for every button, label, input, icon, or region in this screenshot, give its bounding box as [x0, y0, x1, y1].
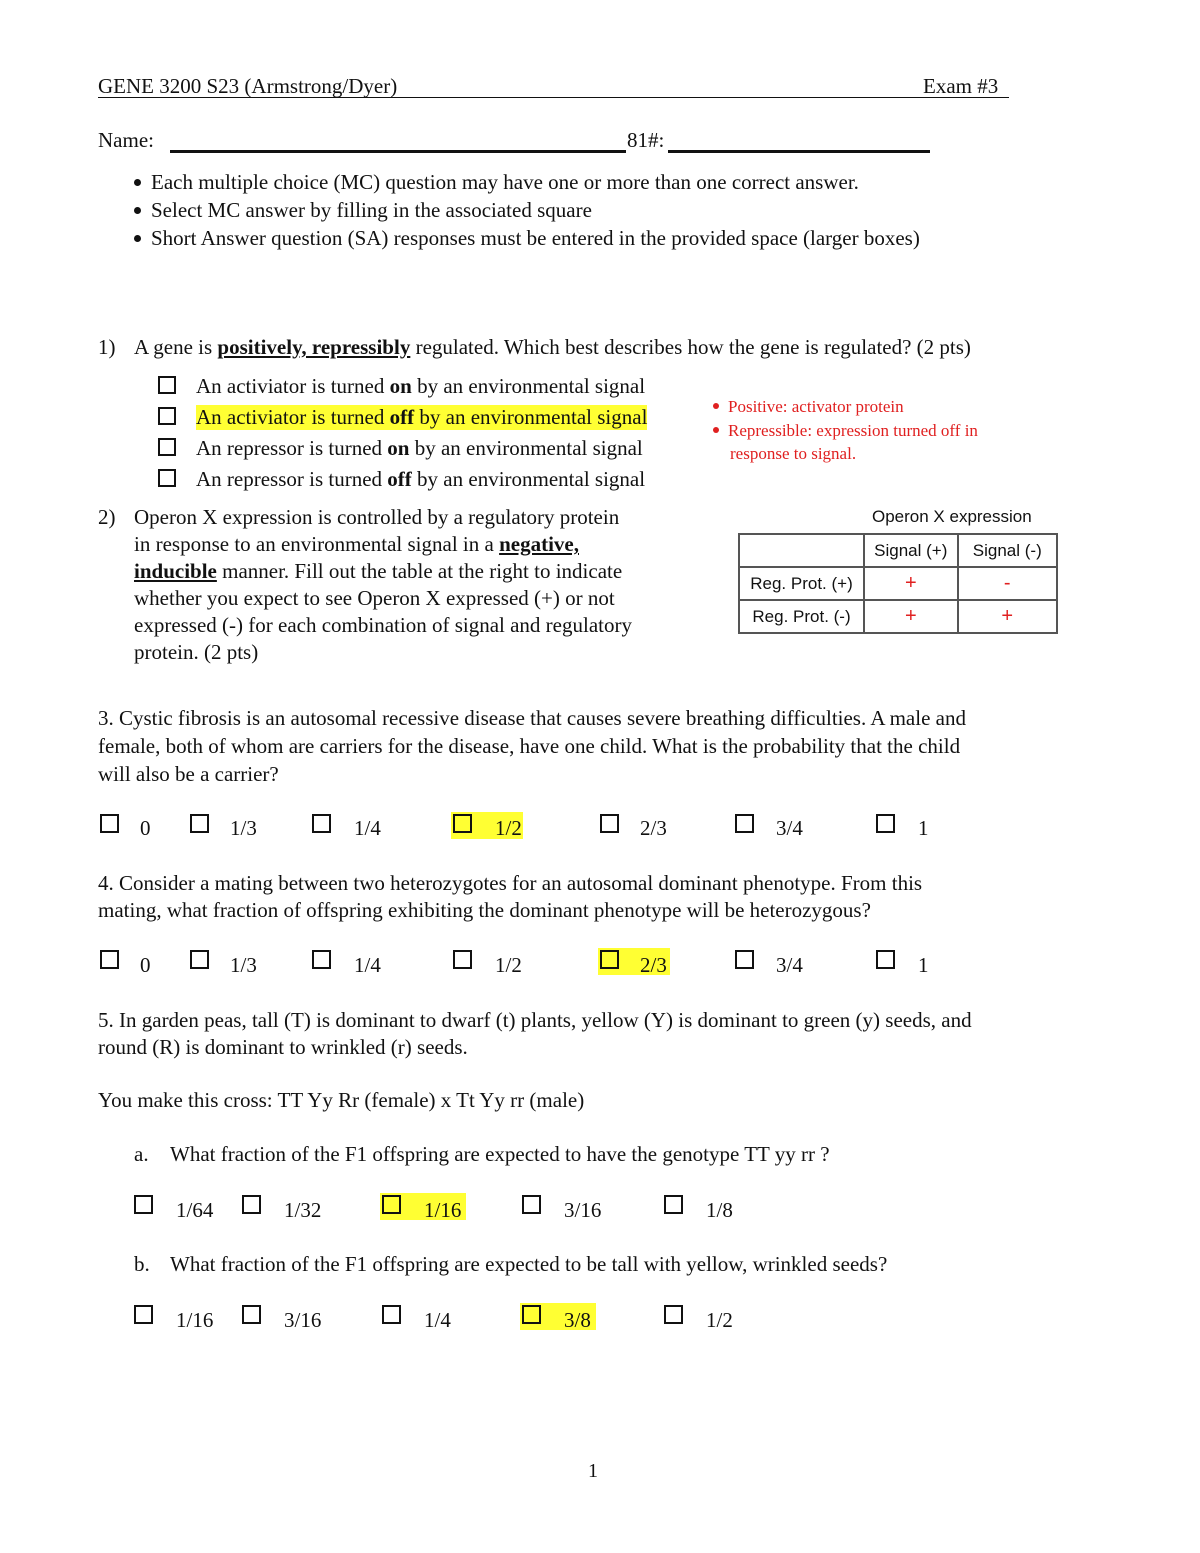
q1-prompt-pre: A gene is	[134, 335, 218, 359]
q5b-option-checkbox[interactable]	[134, 1305, 153, 1324]
q3-option-label: 2/3	[640, 816, 667, 840]
table-row	[739, 600, 1057, 633]
q3-option-label: 3/4	[776, 816, 803, 840]
q4-option-checkbox[interactable]	[876, 950, 895, 969]
option-text: by an environmental signal	[411, 374, 646, 398]
option-text: by an environmental signal	[411, 467, 646, 491]
q2-number: 2)	[98, 505, 116, 529]
q3-option-label: 0	[140, 816, 151, 840]
q1-option-label	[196, 436, 643, 461]
instruction-text: Select MC answer by filling in the associated square	[151, 198, 592, 222]
q5a-option-checkbox[interactable]	[242, 1195, 261, 1214]
q5a-option-label: 1/8	[706, 1198, 733, 1222]
q4-option-label: 1/2	[495, 953, 522, 977]
q4-option-label: 0	[140, 953, 151, 977]
table-cell[interactable]: +	[864, 567, 958, 600]
option-bold: off	[389, 405, 415, 429]
q5a-label: a.	[134, 1142, 149, 1166]
q1-option-label-selected	[196, 405, 647, 430]
table-row-header: Reg. Prot. (-)	[739, 600, 864, 633]
q1-prompt-post: regulated. Which best describes how the gene is regulated? (2 pts)	[410, 335, 971, 359]
q3-line: 3. Cystic fibrosis is an autosomal recessive disease that causes severe breathing difficulties. A male and	[98, 706, 966, 730]
option-bold: on	[387, 436, 410, 460]
q4-option-checkbox[interactable]	[735, 950, 754, 969]
q2-line: protein. (2 pts)	[134, 640, 259, 664]
table-cell[interactable]: -	[958, 567, 1057, 600]
q4-option-label: 1/4	[354, 953, 381, 977]
q1-option-checkbox[interactable]	[158, 469, 176, 487]
q5a-question: What fraction of the F1 offspring are expected to have the genotype TT yy rr ?	[170, 1142, 830, 1166]
q4-option-checkbox[interactable]	[453, 950, 472, 969]
q5a-option-checkbox-selected[interactable]	[382, 1195, 401, 1214]
q5b-option-label: 1/16	[176, 1308, 214, 1332]
q2-text: manner. Fill out the table at the right to indicate	[216, 559, 623, 583]
table-cell[interactable]: +	[958, 600, 1057, 633]
note-text: Positive: activator protein	[728, 397, 904, 416]
table-cell[interactable]: +	[864, 600, 958, 633]
q5-line: round (R) is dominant to wrinkled (r) seeds.	[98, 1035, 468, 1059]
exam-number: Exam #3	[923, 74, 999, 98]
q3-option-checkbox[interactable]	[312, 814, 331, 833]
instruction-item	[134, 226, 920, 251]
q3-option-checkbox[interactable]	[100, 814, 119, 833]
option-text: An repressor is turned	[196, 467, 388, 491]
q1-option-label	[196, 467, 645, 492]
q5a-option-checkbox[interactable]	[134, 1195, 153, 1214]
q2-line	[134, 559, 622, 584]
table-row	[739, 567, 1057, 600]
q5a-option-checkbox[interactable]	[522, 1195, 541, 1214]
note-text: Repressible: expression turned off in	[728, 421, 978, 440]
q4-line: 4. Consider a mating between two heterozygotes for an autosomal dominant phenotype. From this	[98, 871, 923, 895]
option-text: An repressor is turned	[196, 436, 388, 460]
q3-option-label: 1/2	[495, 816, 522, 840]
q4-option-label: 1/3	[230, 953, 257, 977]
q3-option-checkbox[interactable]	[876, 814, 895, 833]
q2-line	[134, 532, 579, 557]
q5a-option-label: 1/64	[176, 1198, 214, 1222]
instruction-item	[134, 170, 859, 195]
q1-prompt-emphasis: positively, repressibly	[217, 335, 411, 359]
option-text: by an environmental signal	[409, 436, 643, 460]
q3-line: female, both of whom are carriers for the disease, have one child. What is the probability that the child	[98, 734, 961, 758]
q3-option-label: 1/3	[230, 816, 257, 840]
instruction-item	[134, 198, 592, 223]
q3-option-label: 1/4	[354, 816, 381, 840]
option-text: An activiator is turned	[196, 374, 390, 398]
option-bold: off	[387, 467, 412, 491]
q5b-option-label: 1/2	[706, 1308, 733, 1332]
q4-option-checkbox[interactable]	[312, 950, 331, 969]
table-col-header: Signal (-)	[958, 534, 1057, 567]
q1-option-checkbox[interactable]	[158, 438, 176, 456]
q5b-option-label: 3/16	[284, 1308, 322, 1332]
bullet-icon	[713, 403, 719, 409]
operon-table-title: Operon X expression	[872, 507, 1032, 526]
q1-note	[713, 421, 978, 441]
name-label: Name:	[98, 128, 154, 152]
q1-option-label	[196, 374, 645, 399]
q3-option-checkbox-selected[interactable]	[453, 814, 472, 833]
q1-prompt	[134, 335, 971, 360]
table-corner-cell	[739, 534, 864, 567]
header-underline	[98, 97, 1009, 98]
option-text: by an environmental signal	[414, 405, 648, 429]
course-title: GENE 3200 S23 (Armstrong/Dyer)	[98, 74, 398, 98]
q4-option-checkbox[interactable]	[190, 950, 209, 969]
name-field[interactable]	[170, 150, 626, 153]
q5a-option-label: 1/16	[424, 1198, 462, 1222]
option-text: An activiator is turned	[196, 405, 390, 429]
q2-line: whether you expect to see Operon X expressed (+) or not	[134, 586, 615, 610]
q2-line: expressed (-) for each combination of signal and regulatory	[134, 613, 632, 637]
table-col-header: Signal (+)	[864, 534, 958, 567]
q2-line: Operon X expression is controlled by a regulatory protein	[134, 505, 620, 529]
q5b-option-label: 3/8	[564, 1308, 591, 1332]
q1-number: 1)	[98, 335, 116, 359]
q4-option-checkbox[interactable]	[100, 950, 119, 969]
q5b-option-checkbox[interactable]	[242, 1305, 261, 1324]
q3-option-checkbox[interactable]	[735, 814, 754, 833]
q3-line: will also be a carrier?	[98, 762, 279, 786]
id-field[interactable]	[668, 150, 930, 153]
q5b-label: b.	[134, 1252, 150, 1276]
option-bold: on	[389, 374, 412, 398]
bullet-icon	[713, 427, 719, 433]
bullet-icon	[134, 179, 141, 186]
bullet-icon	[134, 235, 141, 242]
q5b-question: What fraction of the F1 offspring are expected to be tall with yellow, wrinkled seeds?	[170, 1252, 888, 1276]
q5a-option-checkbox[interactable]	[664, 1195, 683, 1214]
q5a-option-label: 3/16	[564, 1198, 602, 1222]
id-label: 81#:	[627, 128, 665, 152]
q2-text: in response to an environmental signal in a	[134, 532, 500, 556]
bullet-icon	[134, 207, 141, 214]
page-number: 1	[588, 1460, 598, 1482]
q2-emphasis: inducible	[134, 559, 217, 583]
q5-line: 5. In garden peas, tall (T) is dominant to dwarf (t) plants, yellow (Y) is dominant to green (y) seeds, and	[98, 1008, 972, 1032]
q4-option-label: 3/4	[776, 953, 803, 977]
operon-table	[738, 533, 1058, 634]
q5b-option-checkbox[interactable]	[664, 1305, 683, 1324]
q1-note-continued: response to signal.	[730, 444, 857, 463]
q5a-option-label: 1/32	[284, 1198, 322, 1222]
q5-cross: You make this cross: TT Yy Rr (female) x Tt Yy rr (male)	[98, 1088, 585, 1112]
q5b-option-checkbox-selected[interactable]	[522, 1305, 541, 1324]
q3-option-label: 1	[918, 816, 929, 840]
q4-option-label: 2/3	[640, 953, 667, 977]
q1-option-checkbox[interactable]	[158, 376, 176, 394]
q1-note	[713, 397, 904, 417]
instruction-text: Short Answer question (SA) responses must be entered in the provided space (larger boxes)	[151, 226, 920, 250]
q4-line: mating, what fraction of offspring exhibiting the dominant phenotype will be heterozygous?	[98, 898, 871, 922]
q2-emphasis: negative,	[499, 532, 579, 556]
q3-option-checkbox[interactable]	[600, 814, 619, 833]
q5b-option-label: 1/4	[424, 1308, 451, 1332]
q4-option-checkbox-selected[interactable]	[600, 950, 619, 969]
q3-option-checkbox[interactable]	[190, 814, 209, 833]
table-row	[739, 534, 1057, 567]
table-row-header: Reg. Prot. (+)	[739, 567, 864, 600]
q4-option-label: 1	[918, 953, 929, 977]
q1-option-checkbox[interactable]	[158, 407, 176, 425]
instruction-text: Each multiple choice (MC) question may have one or more than one correct answer.	[151, 170, 859, 194]
q5b-option-checkbox[interactable]	[382, 1305, 401, 1324]
